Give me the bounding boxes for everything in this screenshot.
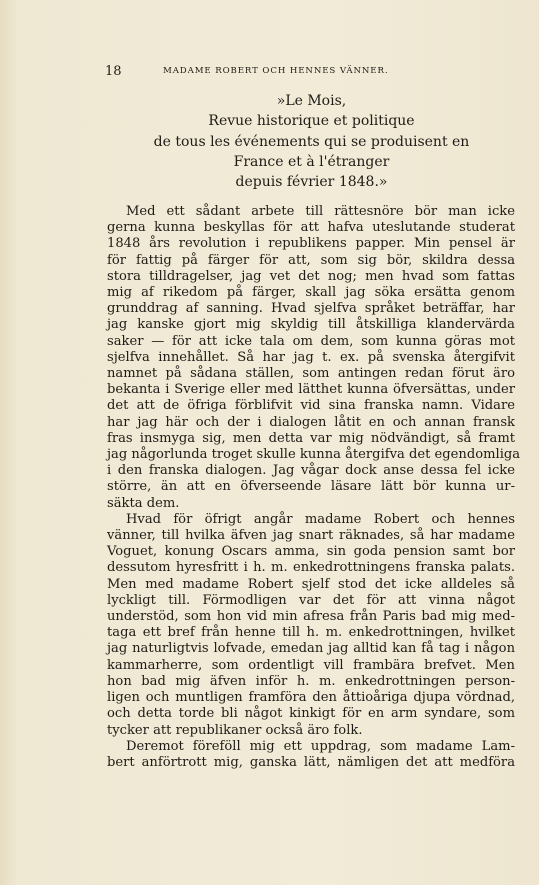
text-line: och detta torde bli något kinkigt för en arm syndare, som: [107, 706, 515, 722]
text-line: bekanta i Sverige eller med lätthet kunna öfversättas, under: [107, 382, 515, 398]
text-line: Deremot föreföll mig ett uppdrag, som madame Lam-: [126, 738, 515, 754]
text-line: större, än att en öfverseende läsare lätt bör kunna ur-: [107, 479, 515, 495]
page-number: 18: [105, 64, 122, 79]
text-line: namnet på sådana ställen, som antingen redan förut äro: [107, 366, 515, 382]
text-line: Hvad för öfrigt angår madame Robert och hennes: [126, 511, 515, 527]
text-line: det att de öfriga förblifvit vid sina franska namn. Vidare: [107, 398, 515, 414]
quote-line: France et à l'étranger: [233, 153, 390, 170]
text-line: hon bad mig äfven inför h. m. enkedrottningen person-: [107, 673, 515, 689]
quote-line: de tous les événements qui se produisent en: [153, 133, 470, 150]
text-line: Men med madame Robert sjelf stod det icke alldeles så: [107, 576, 515, 592]
text-line: ligen och muntligen framföra den åttioåriga djupa vördnad,: [107, 690, 515, 706]
text-line: jag kanske gjort mig skyldig till åtskilliga klandervärda: [107, 317, 515, 333]
text-line: för fattig på färger för att, som sig bör, skildra dessa: [107, 252, 515, 268]
text-line: jag naturligtvis lofvade, emedan jag alltid kan få tag i någon: [107, 641, 515, 657]
text-line: mig af rikedom på färger, skall jag söka ersätta genom: [107, 285, 515, 301]
text-line: i den franska dialogen. Jag vågar dock anse dessa fel icke: [107, 463, 515, 479]
text-line: Med ett sådant arbete till rättesnöre bör man icke: [126, 204, 515, 219]
text-line: grunddrag af sanning. Hvad sjelfva språket beträffar, har: [107, 301, 515, 317]
running-head: MADAME ROBERT OCH HENNES VÄNNER.: [163, 66, 389, 76]
text-line: taga ett bref från henne till h. m. enkedrottningen, hvilket: [107, 625, 515, 641]
body-text: [107, 204, 521, 771]
text-line: Voguet, konung Oscars amma, sin goda pension samt bor: [107, 544, 515, 560]
text-line: bert anförtrott mig, ganska lätt, nämligen det att medföra: [107, 754, 515, 770]
page-header: [105, 64, 518, 80]
text-line: lyckligt till. Förmodligen var det för att vinna något: [107, 592, 515, 608]
quote-line: »Le Mois,: [276, 93, 347, 109]
text-line: fras insmyga sig, men detta var mig nödvändigt, så framt: [107, 430, 515, 446]
text-line: säkta dem.: [107, 495, 180, 511]
text-line: understöd, som hon vid min afresa från Paris bad mig med-: [107, 609, 515, 625]
text-line: stora tilldragelser, jag vet det nog; men hvad som fattas: [107, 268, 515, 284]
quote-line: depuis février 1848.»: [235, 174, 388, 191]
text-line: har jag här och der i dialogen låtit en och annan fransk: [107, 414, 515, 430]
quote-line: Revue historique et politique: [208, 113, 415, 130]
text-line: saker — för att icke tala om dem, som kunna göras mot: [107, 333, 515, 349]
text-line: vänner, till hvilka äfven jag snart räknades, så har madame: [107, 528, 515, 544]
text-line: 1848 års revolution i republikens papper. Min pensel är: [107, 236, 515, 252]
text-line: kammarherre, som ordentligt vill frambära brefvet. Men: [107, 657, 515, 673]
quoted-title-block: [105, 91, 518, 192]
text-line: sjelfva innehållet. Så har jag t. ex. på svenska återgifvit: [107, 349, 515, 365]
text-line: gerna kunna beskyllas för att hafva uteslutande studerat: [107, 220, 515, 236]
text-line: jag någorlunda troget skulle kunna återgifva det egendomliga: [107, 447, 521, 463]
text-line: dessutom hyresfritt i h. m. enkedrottningens franska palats.: [107, 560, 515, 576]
text-line: tycker att republikaner också äro folk.: [107, 722, 363, 738]
